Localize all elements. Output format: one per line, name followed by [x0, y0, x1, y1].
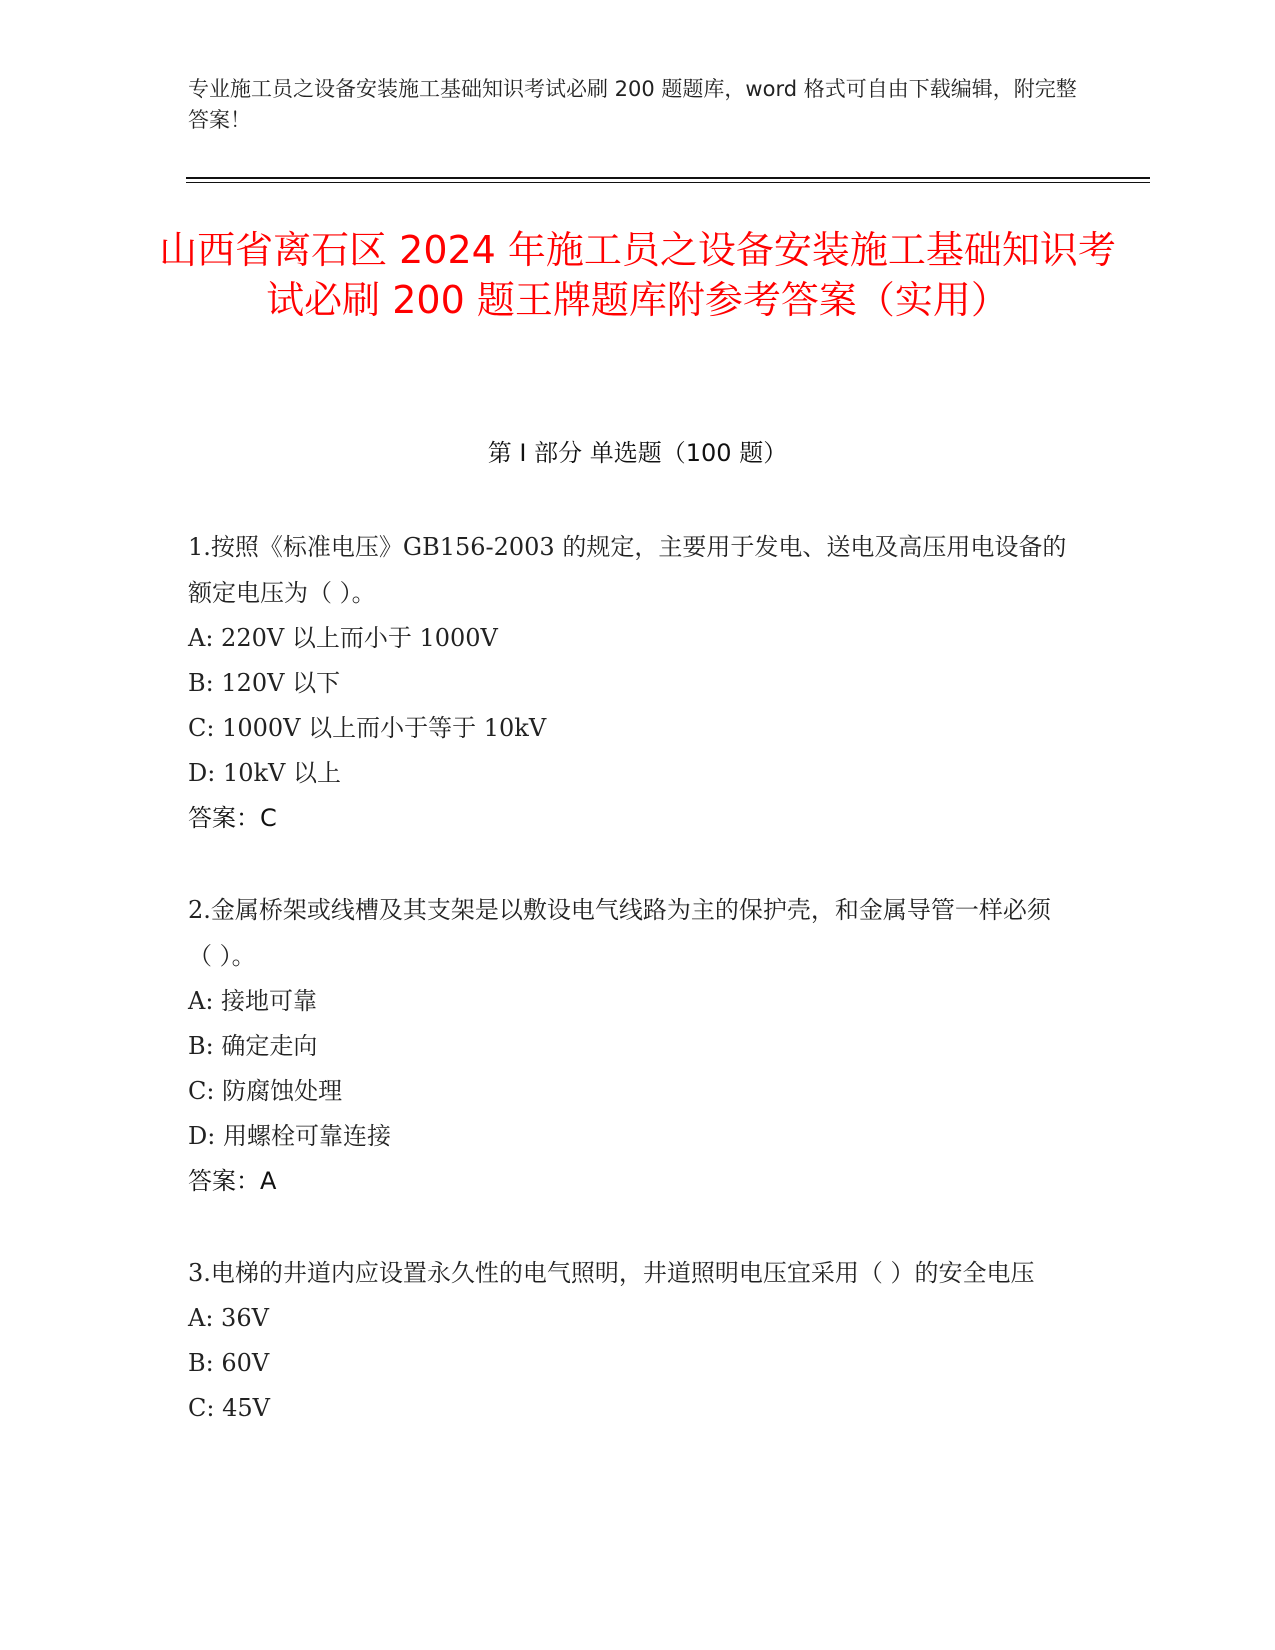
option-a: A: 36V	[188, 1304, 269, 1332]
option-c: C: 防腐蚀处理	[188, 1077, 343, 1105]
option-b: B: 120V 以下	[188, 669, 341, 697]
document-title: 山西省离石区 2024 年施工员之设备安装施工基础知识考试必刷 200 题王牌题库附参考答案（实用）	[159, 228, 1116, 322]
option-c: C: 45V	[188, 1394, 270, 1422]
question-2	[188, 887, 1068, 1204]
answer-line: 答案：A	[188, 1167, 277, 1195]
option-b: B: 确定走向	[188, 1032, 318, 1060]
option-d: D: 10kV 以上	[188, 759, 341, 787]
question-stem: 1.按照《标准电压》GB156-2003 的规定，主要用于发电、送电及高压用电设备的额定电压为（ ）。	[188, 533, 1067, 607]
option-d: D: 用螺栓可靠连接	[188, 1122, 391, 1150]
header-divider-thin	[186, 182, 1150, 183]
question-stem: 2.金属桥架或线槽及其支架是以敷设电气线路为主的保护壳，和金属导管一样必须（ ）。	[188, 896, 1051, 970]
answer-line: 答案：C	[188, 804, 277, 832]
option-b: B: 60V	[188, 1349, 270, 1377]
header-note: 专业施工员之设备安装施工基础知识考试必刷 200 题题库，word 格式可自由下载编辑，附完整答案！	[188, 77, 1077, 132]
question-stem: 3.电梯的井道内应设置永久性的电气照明，井道照明电压宜采用（ ）的安全电压	[188, 1259, 1035, 1287]
question-1	[188, 524, 1068, 841]
question-3	[188, 1250, 1068, 1431]
header-divider-thick	[186, 177, 1150, 179]
option-c: C: 1000V 以上而小于等于 10kV	[188, 714, 547, 742]
section-title: 第 I 部分 单选题（100 题）	[487, 439, 788, 467]
option-a: A: 接地可靠	[188, 987, 318, 1015]
option-a: A: 220V 以上而小于 1000V	[188, 624, 498, 652]
question-list	[188, 524, 1068, 1477]
